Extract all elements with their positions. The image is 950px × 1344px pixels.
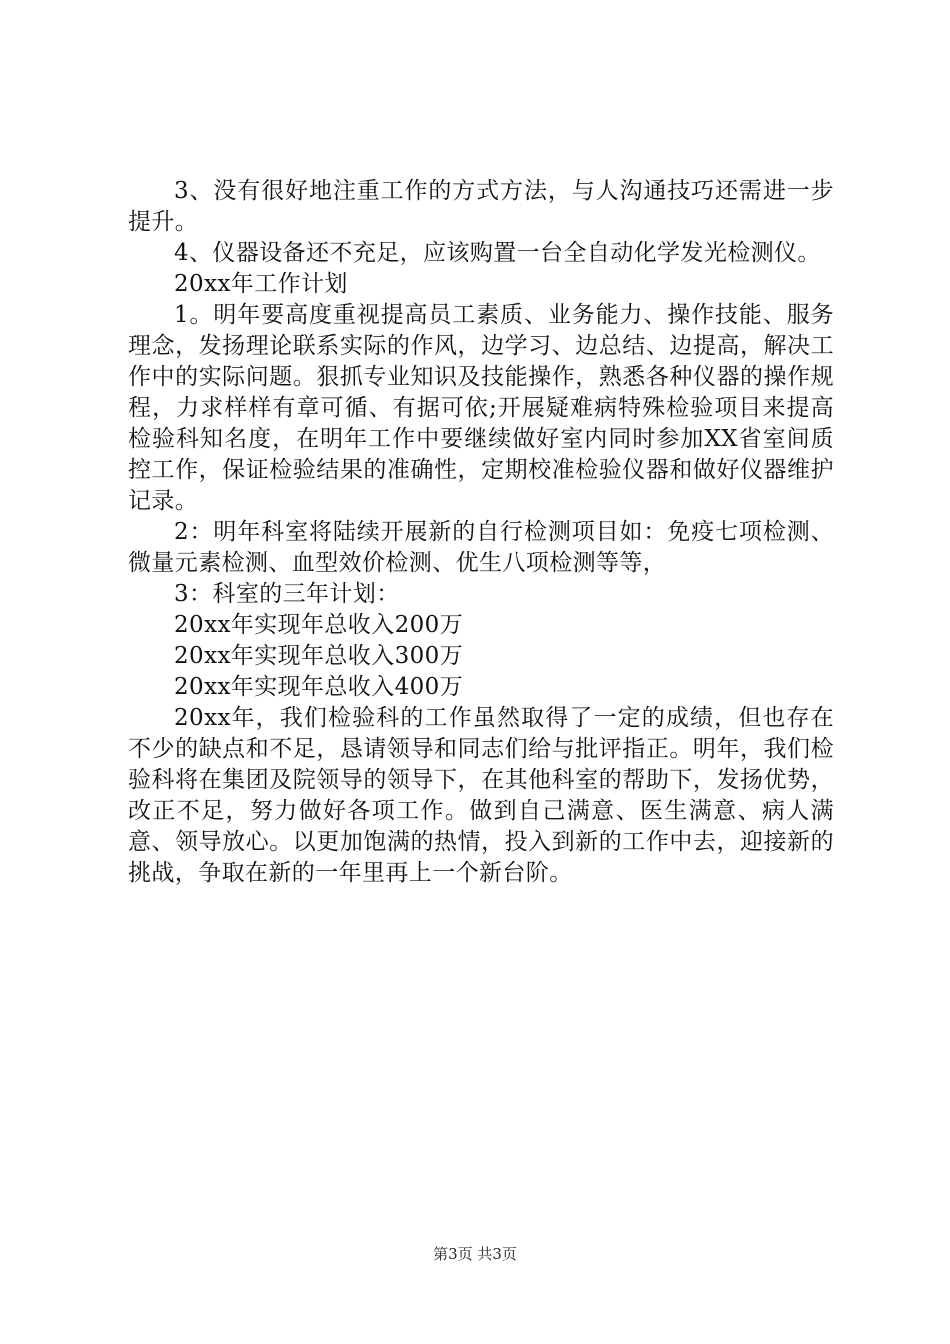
- revenue-target-3: 20xx年实现年总收入400万: [174, 674, 464, 700]
- paragraph-conclusion: 20xx年，我们检验科的工作虽然取得了一定的成绩，但也存在不少的缺点和不足，恳请领导和同志们给与批评指正。明年，我们检验科将在集团及院领导的领导下，在其他科室的帮助下，发扬优势，改正不足，努力做好各项工作。做到自己满意、医生满意、病人满意、领导放心。以更加饱满的热情，投入到新的工作中去，迎接新的挑战，争取在新的一年里再上一个新台阶。: [128, 705, 834, 886]
- revenue-target-2: 20xx年实现年总收入300万: [174, 643, 464, 669]
- paragraph-improvement-4: 4、仪器设备还不充足，应该购置一台全自动化学发光检测仪。: [174, 240, 821, 266]
- paragraph-plan-3: 3：科室的三年计划：: [174, 581, 400, 607]
- paragraph-improvement-3: 3、没有很好地注重工作的方式方法，与人沟通技巧还需进一步提升。: [128, 178, 834, 235]
- paragraph-plan-2: 2：明年科室将陆续开展新的自行检测项目如：免疫七项检测、微量元素检测、血型效价检测、优生八项检测等等，: [128, 519, 834, 576]
- document-body: [128, 176, 834, 889]
- page-footer: 第3页 共3页: [433, 1245, 517, 1263]
- revenue-target-1: 20xx年实现年总收入200万: [174, 612, 464, 638]
- section-heading-work-plan: 20xx年工作计划: [174, 271, 348, 297]
- paragraph-plan-1: 1。明年要高度重视提高员工素质、业务能力、操作技能、服务理念，发扬理论联系实际的作风，边学习、边总结、边提高，解决工作中的实际问题。狠抓专业知识及技能操作，熟悉各种仪器的操作规程，力求样样有章可循、有据可依;开展疑难病特殊检验项目来提高检验科知名度，在明年工作中要继续做好室内同时参加XX省室间质控工作，保证检验结果的准确性，定期校准检验仪器和做好仪器维护记录。: [128, 302, 834, 514]
